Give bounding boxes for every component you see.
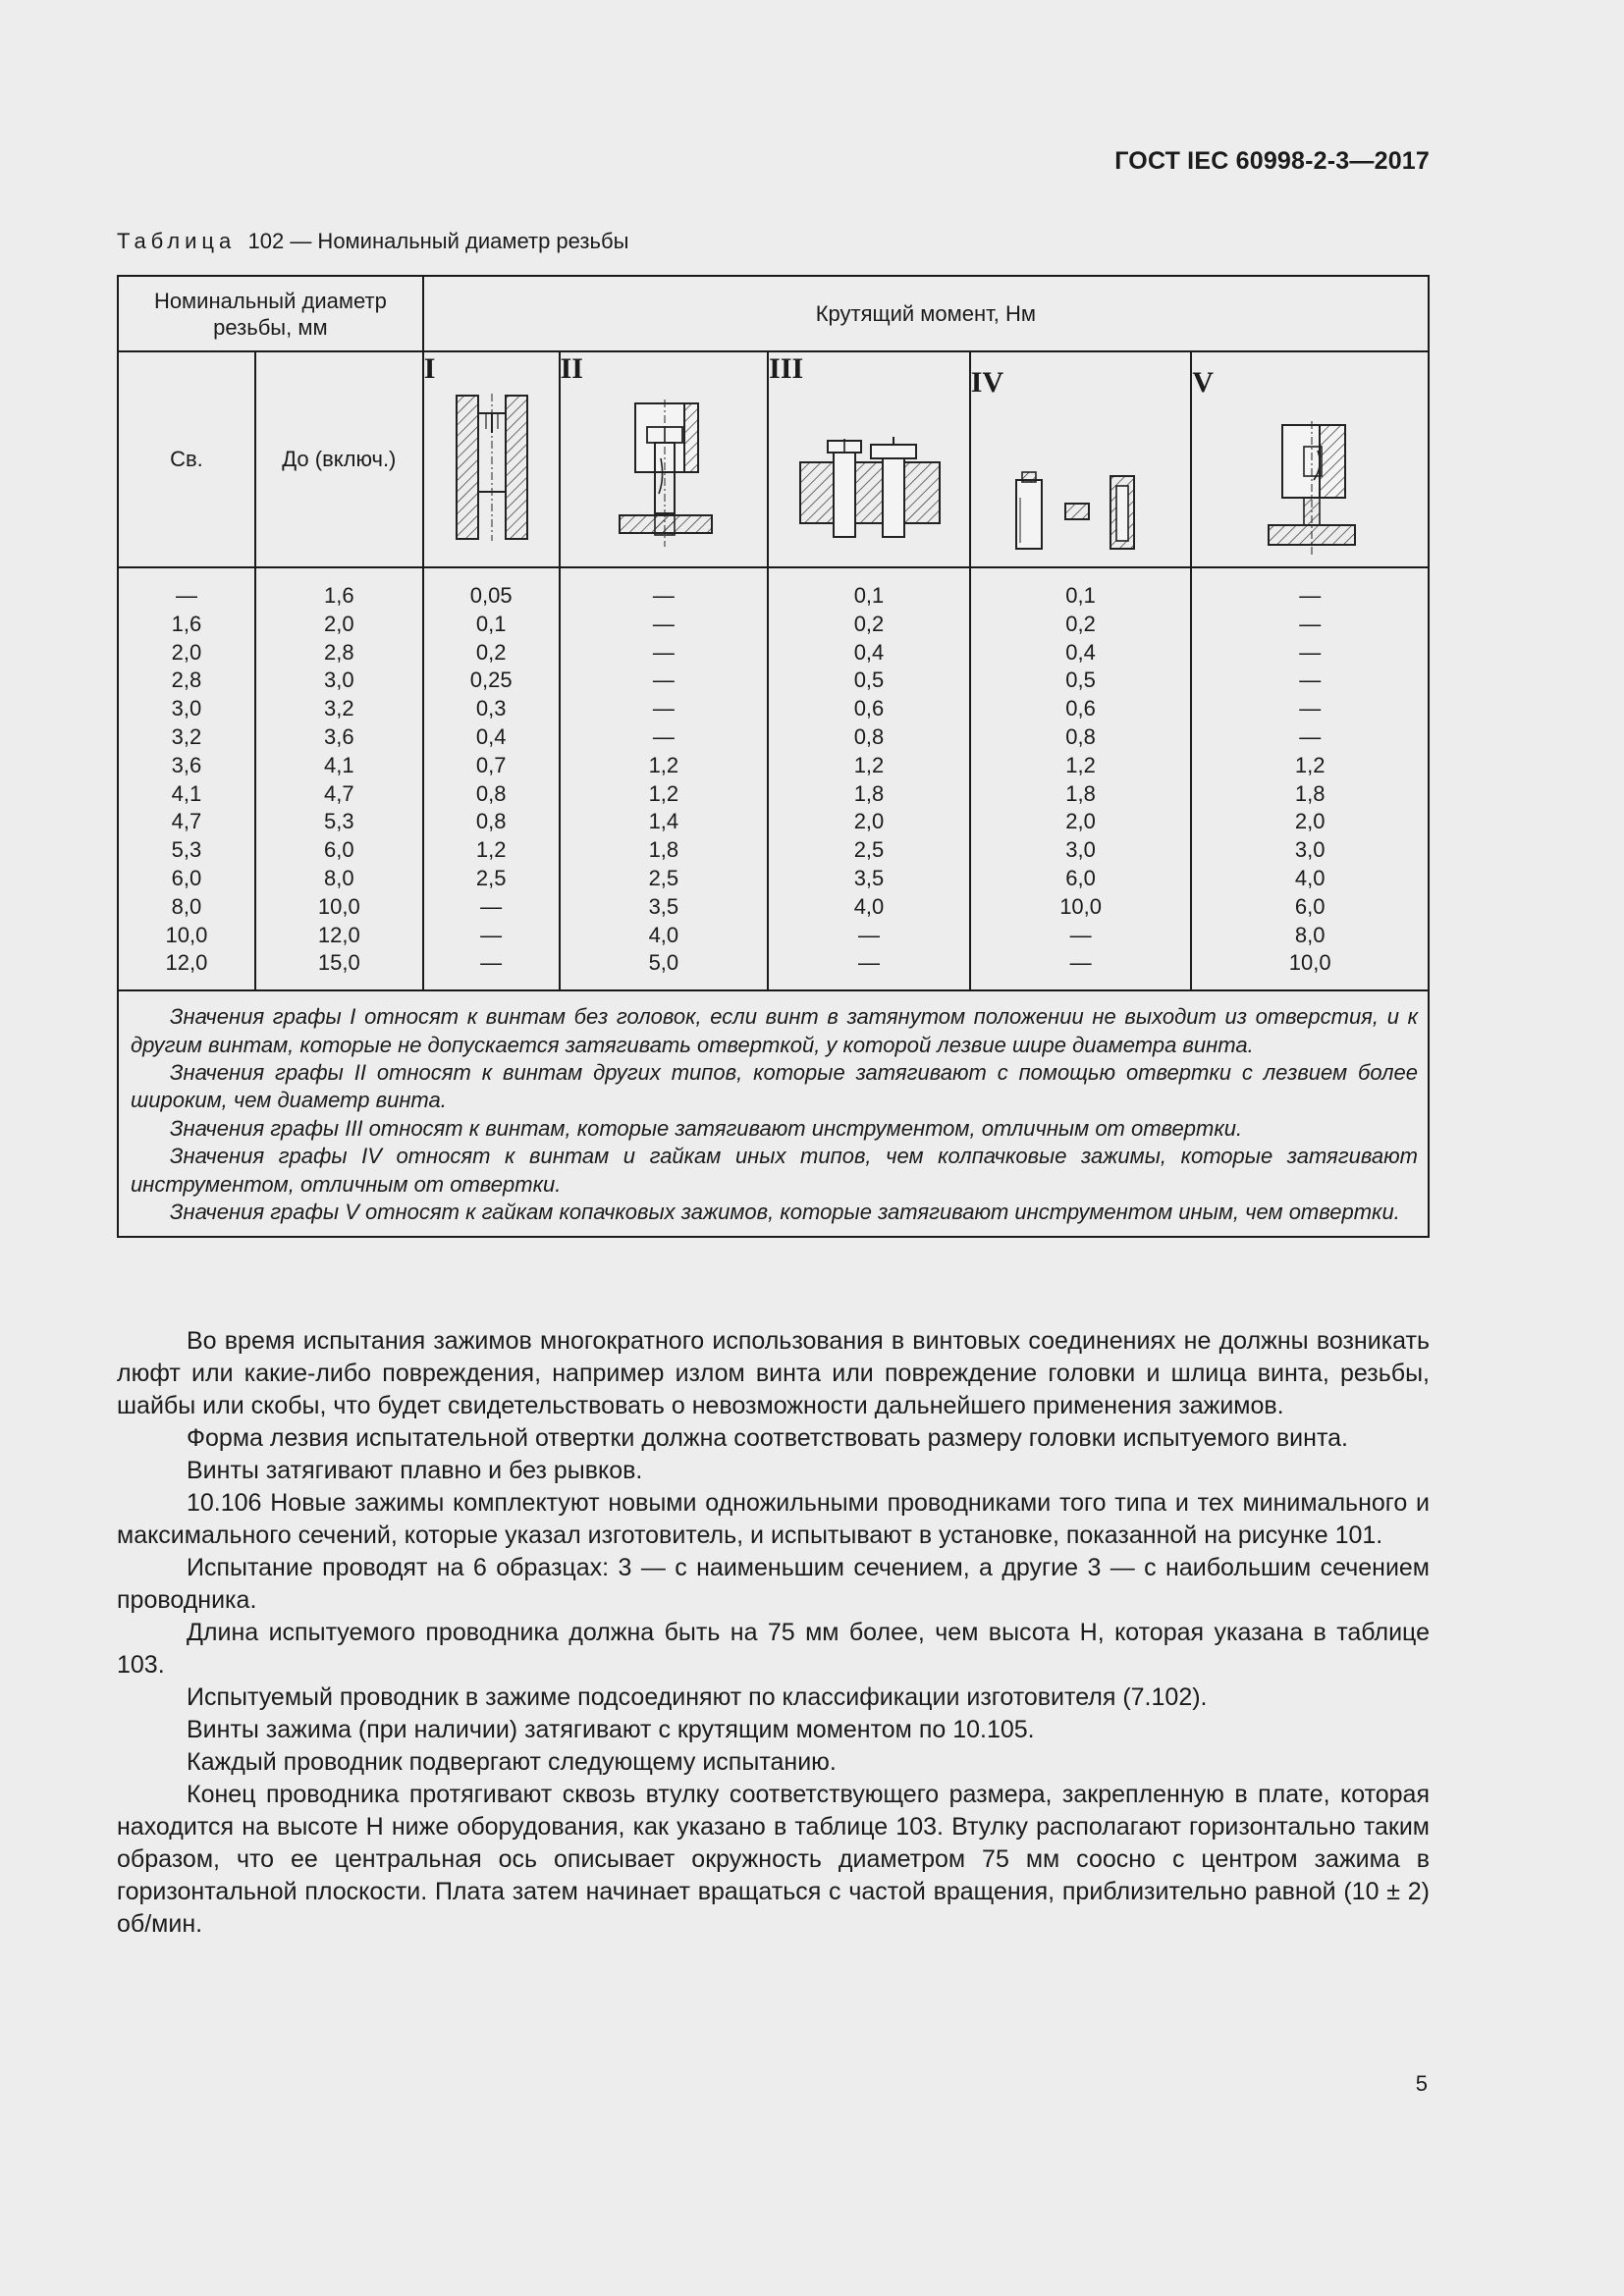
- paragraph: Во время испытания зажимов многократного использования в винтовых соединениях не должны возникать люфт или какие-либо повреждения, например излом винта или повреждение головки и шлица винта, резьбы, шайбы или скобы, что будет свидетельствовать о невозможности дальнейшего применения зажимов.: [117, 1327, 1430, 1419]
- grubscrew-in-hole-diagram: [455, 394, 529, 541]
- header-torque: Крутящий момент, Нм: [423, 276, 1429, 351]
- roman-numeral-1: I: [423, 352, 436, 385]
- table-caption-prefix: Таблица: [117, 229, 237, 253]
- roman-numeral-4: IV: [970, 366, 1004, 399]
- page-number: 5: [1415, 2071, 1428, 2096]
- header-to: До (включ.): [255, 351, 423, 567]
- header-col-3: [768, 351, 970, 567]
- paragraph: Конец проводника протягивают сквозь втулку соответствующего размера, закрепленную в плате, которая находится на высоте H ниже оборудования, как указано в таблице 103. Втулку располагают горизонтально таким образом, что ее центральная ось описывает окружность диаметром 75 мм соосно с центром зажима в горизонтальной плоскости. Плата затем начинает вращаться с частой вращения, приблизительно равной (10 ± 2) об/мин.: [117, 1781, 1430, 1938]
- screw-with-head-diagram: [618, 400, 714, 547]
- col-2-values: — — — — — — 1,2 1,2 1,4 1,8 2,5 3,5 4,0 5,0: [560, 567, 769, 990]
- note-3: Значения графы III относят к винтам, которые затягивают инструментом, отличным от отвертки.: [170, 1115, 1243, 1141]
- roman-numeral-3: III: [769, 352, 804, 385]
- header-col-5: [1191, 351, 1429, 567]
- paragraph: Винты затягивают плавно и без рывков.: [187, 1457, 643, 1484]
- paragraph: Испытание проводят на 6 образцах: 3 — с наименьшим сечением, а другие 3 — с наибольшим сечением проводника.: [117, 1554, 1430, 1614]
- paragraph: 10.106 Новые зажимы комплектуют новыми одножильными проводниками того типа и тех минимального и максимального сечений, которые указал изготовитель, и испытывают в установке, показанной на рисунке 101.: [117, 1489, 1430, 1549]
- paragraph: Форма лезвия испытательной отвертки должна соответствовать размеру головки испытуемого винта.: [187, 1424, 1348, 1452]
- note-2: Значения графы II относят к винтам других типов, которые затягивают с помощью отвертки с лезвием более широким, чем диаметр винта.: [131, 1059, 1418, 1113]
- roman-numeral-5: V: [1192, 366, 1215, 399]
- torque-table: [117, 275, 1430, 1238]
- body-text: [117, 1325, 1430, 1941]
- table-notes: [118, 990, 1429, 1237]
- header-col-2: [560, 351, 769, 567]
- col-3-values: 0,1 0,2 0,4 0,5 0,6 0,8 1,2 1,8 2,0 2,5 3,5 4,0 — —: [768, 567, 970, 990]
- col-1-values: 0,05 0,1 0,2 0,25 0,3 0,4 0,7 0,8 0,8 1,2 2,5 — — —: [423, 567, 560, 990]
- screw-and-nut-diagram: [1010, 468, 1154, 553]
- col-to-values: 1,6 2,0 2,8 3,0 3,2 3,6 4,1 4,7 5,3 6,0 8,0 10,0 12,0 15,0: [255, 567, 423, 990]
- note-5: Значения графы V относят к гайкам копачковых зажимов, которые затягивают инструментом иным, чем отвертки.: [170, 1200, 1400, 1224]
- col-from-values: — 1,6 2,0 2,8 3,0 3,2 3,6 4,1 4,7 5,3 6,0 8,0 10,0 12,0: [118, 567, 255, 990]
- paragraph: Испытуемый проводник в зажиме подсоединяют по классификации изготовителя (7.102).: [187, 1683, 1208, 1711]
- header-col-4: [970, 351, 1192, 567]
- paragraph: Длина испытуемого проводника должна быть на 75 мм более, чем высота H, которая указана в таблице 103.: [117, 1619, 1430, 1679]
- note-4: Значения графы IV относят к винтам и гайкам иных типов, чем колпачковые зажимы, которые затягивают инструментом, отличным от отвертки.: [131, 1144, 1418, 1197]
- document-header: ГОСТ IEC 60998-2-3—2017: [1114, 147, 1430, 175]
- header-nominal-diameter: Номинальный диаметр резьбы, мм: [118, 276, 423, 351]
- table-caption-title: 102 — Номинальный диаметр резьбы: [247, 229, 629, 253]
- paragraph: Каждый проводник подвергают следующему испытанию.: [187, 1748, 837, 1776]
- roman-numeral-2: II: [560, 352, 583, 385]
- header-from: Св.: [118, 351, 255, 567]
- col-4-values: 0,1 0,2 0,4 0,5 0,6 0,8 1,2 1,8 2,0 3,0 6,0 10,0 — —: [970, 567, 1192, 990]
- table-caption: [117, 229, 628, 254]
- cap-nut-diagram: [1267, 421, 1357, 555]
- paragraph: Винты зажима (при наличии) затягивают с крутящим моментом по 10.105.: [187, 1716, 1035, 1743]
- header-col-1: [423, 351, 560, 567]
- note-1: Значения графы I относят к винтам без головок, если винт в затянутом положении не выходит из отверстия, и к другим винтам, которые не допускается затягивать отверткой, у которой лезвие шире диаметра винта.: [131, 1004, 1418, 1057]
- col-5-values: — — — — — — 1,2 1,8 2,0 3,0 4,0 6,0 8,0 10,0: [1191, 567, 1429, 990]
- screws-in-block-diagram: [798, 429, 942, 547]
